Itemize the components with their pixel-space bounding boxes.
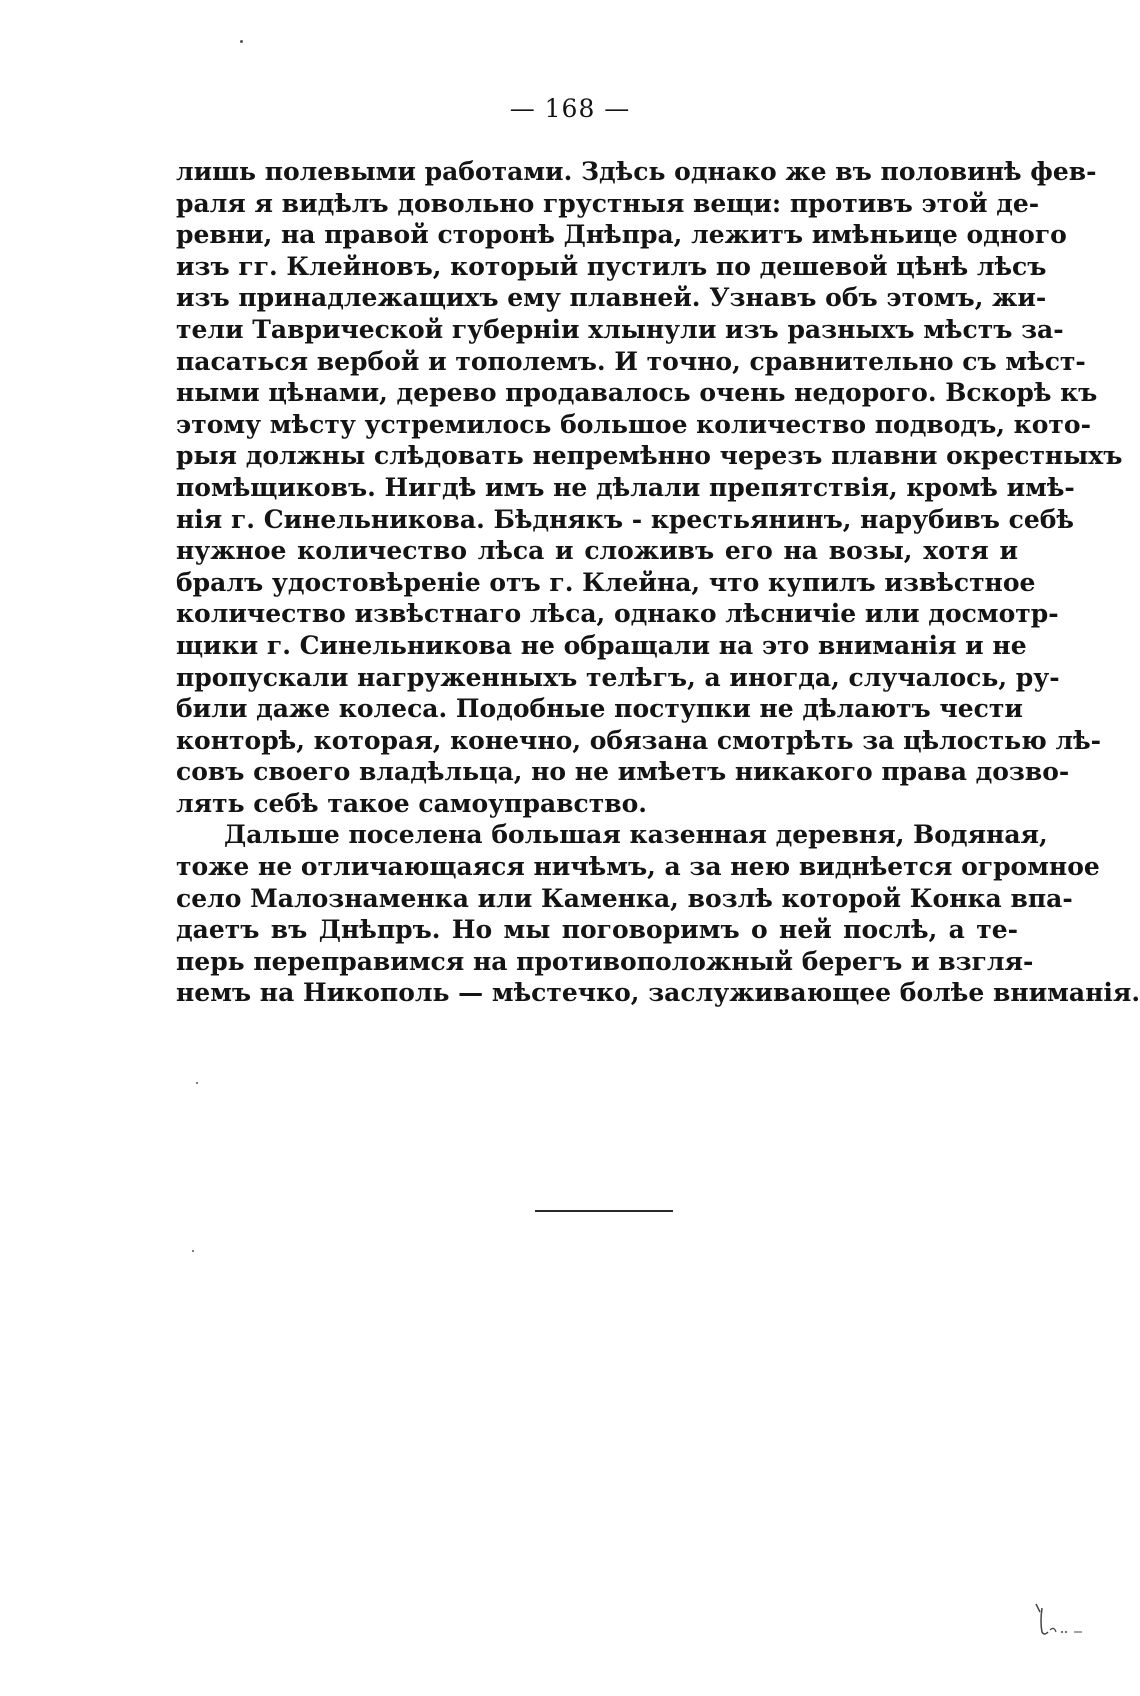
paragraph-1 — [176, 156, 1123, 819]
text-line: изъ гг. Клейновъ, который пустилъ по дешевой цѣнѣ лѣсъ — [176, 251, 1047, 281]
text-line: рыя должны слѣдовать непремѣнно черезъ плавни окрестныхъ — [176, 441, 1123, 471]
text-line: перь переправимся на противоположный берегъ и взгля- — [176, 946, 1034, 976]
text-line: бралъ удостовѣреніе отъ г. Клейна, что купилъ извѣстное — [176, 567, 1036, 597]
text-line: лять себѣ такое самоуправство. — [176, 788, 647, 818]
text-line: нія г. Синельникова. Бѣднякъ - крестьянинъ, нарубивъ себѣ — [176, 504, 1075, 534]
text-line: этому мѣсту устремилось большое количество подводъ, кото- — [176, 409, 1091, 439]
text-line: село Малознаменка или Каменка, возлѣ которой Конка впа- — [176, 883, 1073, 913]
scan-speck — [240, 40, 243, 43]
text-line: били даже колеса. Подобные поступки не дѣлаютъ чести — [176, 694, 1023, 724]
paragraph-2 — [176, 819, 1140, 1009]
text-line: помѣщиковъ. Нигдѣ имъ не дѣлали препятствія, кромѣ имѣ- — [176, 472, 1075, 502]
text-line: немъ на Никополь — мѣстечко, заслуживающее болѣе вниманія. — [176, 978, 1140, 1008]
body-text — [176, 156, 1140, 1009]
text-line: нужное количество лѣса и сложивъ его на возы, хотя и — [176, 536, 1018, 566]
text-line: щики г. Синельникова не обращали на это вниманія и не — [176, 630, 1027, 660]
text-line: совъ своего владѣльца, но не имѣетъ никакого права дозво- — [176, 757, 1070, 787]
text-line: конторѣ, которая, конечно, обязана смотрѣть за цѣлостью лѣ- — [176, 725, 1102, 755]
text-line: раля я видѣлъ довольно грустныя вещи: противъ этой де- — [176, 188, 1040, 218]
text-line: тели Таврической губерніи хлынули изъ разныхъ мѣстъ за- — [176, 314, 1064, 344]
text-line: пропускали нагруженныхъ телѣгъ, а иногда, случалось, ру- — [176, 662, 1060, 692]
text-line: ревни, на правой сторонѣ Днѣпра, лежитъ имѣньице одного — [176, 220, 1067, 250]
text-line: даетъ въ Днѣпръ. Но мы поговоримъ о ней послѣ, а те- — [176, 915, 1018, 945]
section-end-rule — [535, 1210, 673, 1212]
pencil-mark-icon — [1030, 1600, 1090, 1640]
scan-speck — [192, 1250, 194, 1252]
page-number: — 168 — — [509, 94, 631, 123]
text-line: изъ принадлежащихъ ему плавней. Узнавъ объ этомъ, жи- — [176, 283, 1047, 313]
text-line: ными цѣнами, дерево продавалось очень недорого. Вскорѣ къ — [176, 378, 1098, 408]
text-line: Дальше поселена большая казенная деревня, Водяная, — [224, 820, 1048, 850]
text-line: пасаться вербой и тополемъ. И точно, сравнительно съ мѣст- — [176, 346, 1086, 376]
scan-speck — [196, 1082, 198, 1084]
text-line: лишь полевыми работами. Здѣсь однако же въ половинѣ фев- — [176, 157, 1097, 186]
text-line: количество извѣстнаго лѣса, однако лѣсничіе или досмотр- — [176, 599, 1059, 629]
text-line: тоже не отличающаяся ничѣмъ, а за нею виднѣется огромное — [176, 852, 1100, 882]
